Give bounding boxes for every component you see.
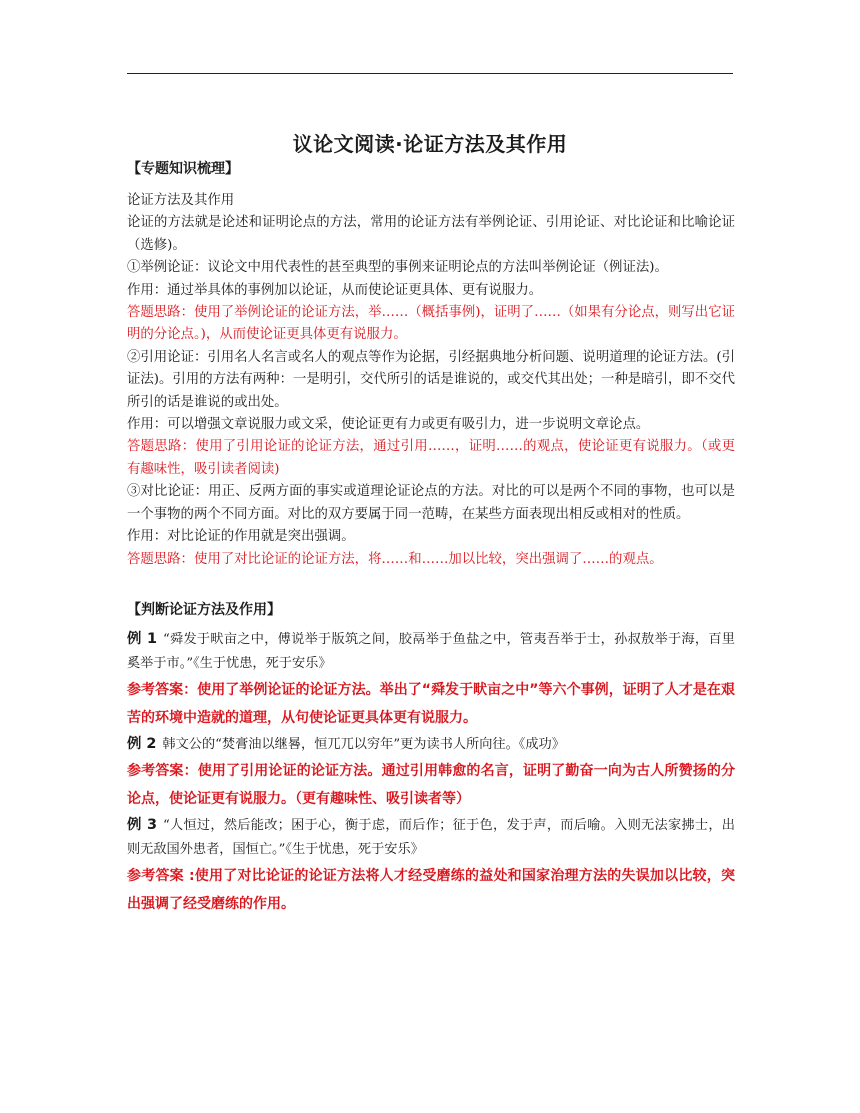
paragraph-contrast-effect: 作用：对比论证的作用就是突出强调。 (127, 529, 355, 545)
answer-hint-contrast: 答题思路：使用了对比论证的论证方法，将……和……加以比较，突出强调了……的观点。 (127, 551, 663, 567)
paragraph-contrast-argument: ③对比论证：用正、反两方面的事实或道理论证论点的方法。对比的可以是两个不同的事物，也可以是一个事物的两个不同方面。对比的双方要属于同一范畴，在某些方面表现出相反或相对的性质。 (127, 484, 735, 522)
paragraph-definition: 论证的方法就是论述和证明论点的方法，常用的论证方法有举例论证、引用论证、对比论证和比喻论证（选修)。 (127, 215, 735, 253)
section-heading-knowledge: 【专题知识梳理】 (127, 161, 239, 177)
example-2-answer: 参考答案：使用了引用论证的论证方法。通过引用韩愈的名言，证明了勤奋一向为古人所赞扬的分论点，使论证更有说服力。（更有趣味性、吸引读者等） (127, 762, 735, 807)
example-1 (127, 627, 735, 676)
answer-hint-example: 答题思路：使用了举例论证的论证方法，举……（概括事例)，证明了……（如果有分论点，则写出它证明的分论点。)，从而使论证更具体更有说服力。 (127, 305, 735, 343)
answer-hint-quote: 答题思路：使用了引用论证的论证方法，通过引用……，证明……的观点，使论证更有说服力。（或更有趣味性，吸引读者阅读) (127, 439, 735, 477)
example-text: “人恒过，然后能改；困于心，衡于虑，而后作；征于色，发于声，而后喻。入则无法家拂士，出则无敌国外患者，国恒亡。”《生于忧患，死于安乐》 (127, 817, 735, 857)
example-1-answer: 参考答案：使用了举例论证的论证方法。举出了“舜发于畎亩之中”等六个事例，证明了人才是在艰苦的环境中造就的道理，从句使论证更具体更有说服力。 (127, 681, 735, 726)
page-title: 议论文阅读·论证方法及其作用 (292, 132, 568, 156)
spacer (127, 180, 735, 190)
spacer (127, 571, 735, 599)
example-label: 例 2 (127, 735, 157, 752)
example-3-answer: 参考答案 :使用了对比论证的论证方法将人才经受磨练的益处和国家治理方法的失误加以比较，突出强调了经受磨练的作用。 (127, 867, 735, 912)
example-text: 韩文公的“焚膏油以继晷，恒兀兀以穷年”更为读书人所向往。《成功》 (162, 736, 565, 752)
paragraph-method-title: 论证方法及其作用 (127, 193, 235, 208)
paragraph-example-effect: 作用：通过举具体的事例加以论证，从而使论证更具体、更有说服力。 (127, 282, 543, 298)
section-heading-judge: 【判断论证方法及作用】 (127, 601, 281, 618)
document-body (127, 158, 735, 918)
example-label: 例 3 (127, 816, 157, 833)
paragraph-quote-effect: 作用：可以增强文章说服力或文采，使论证更有力或更有吸引力，进一步说明文章论点。 (127, 417, 650, 433)
header-rule (127, 73, 733, 74)
paragraph-example-argument: ①举例论证：议论文中用代表性的甚至典型的事例来证明论点的方法叫举例论证（例证法)。 (127, 260, 668, 276)
example-2 (127, 732, 735, 757)
example-3 (127, 813, 735, 862)
example-label: 例 1 (127, 630, 157, 647)
paragraph-quote-argument: ②引用论证：引用名人名言或名人的观点等作为论据，引经据典地分析问题、说明道理的论证方法。(引证法)。引用的方法有两种：一是明引，交代所引的话是谁说的，或交代其出处；一种是暗引，即不交代所引的话是谁说的或出处。 (127, 349, 735, 410)
example-text: “舜发于畎亩之中，傅说举于版筑之间，胶鬲举于鱼盐之中，管夷吾举于士，孙叔敖举于海，百里奚举于市。”《生于忧患，死于安乐》 (127, 631, 735, 671)
